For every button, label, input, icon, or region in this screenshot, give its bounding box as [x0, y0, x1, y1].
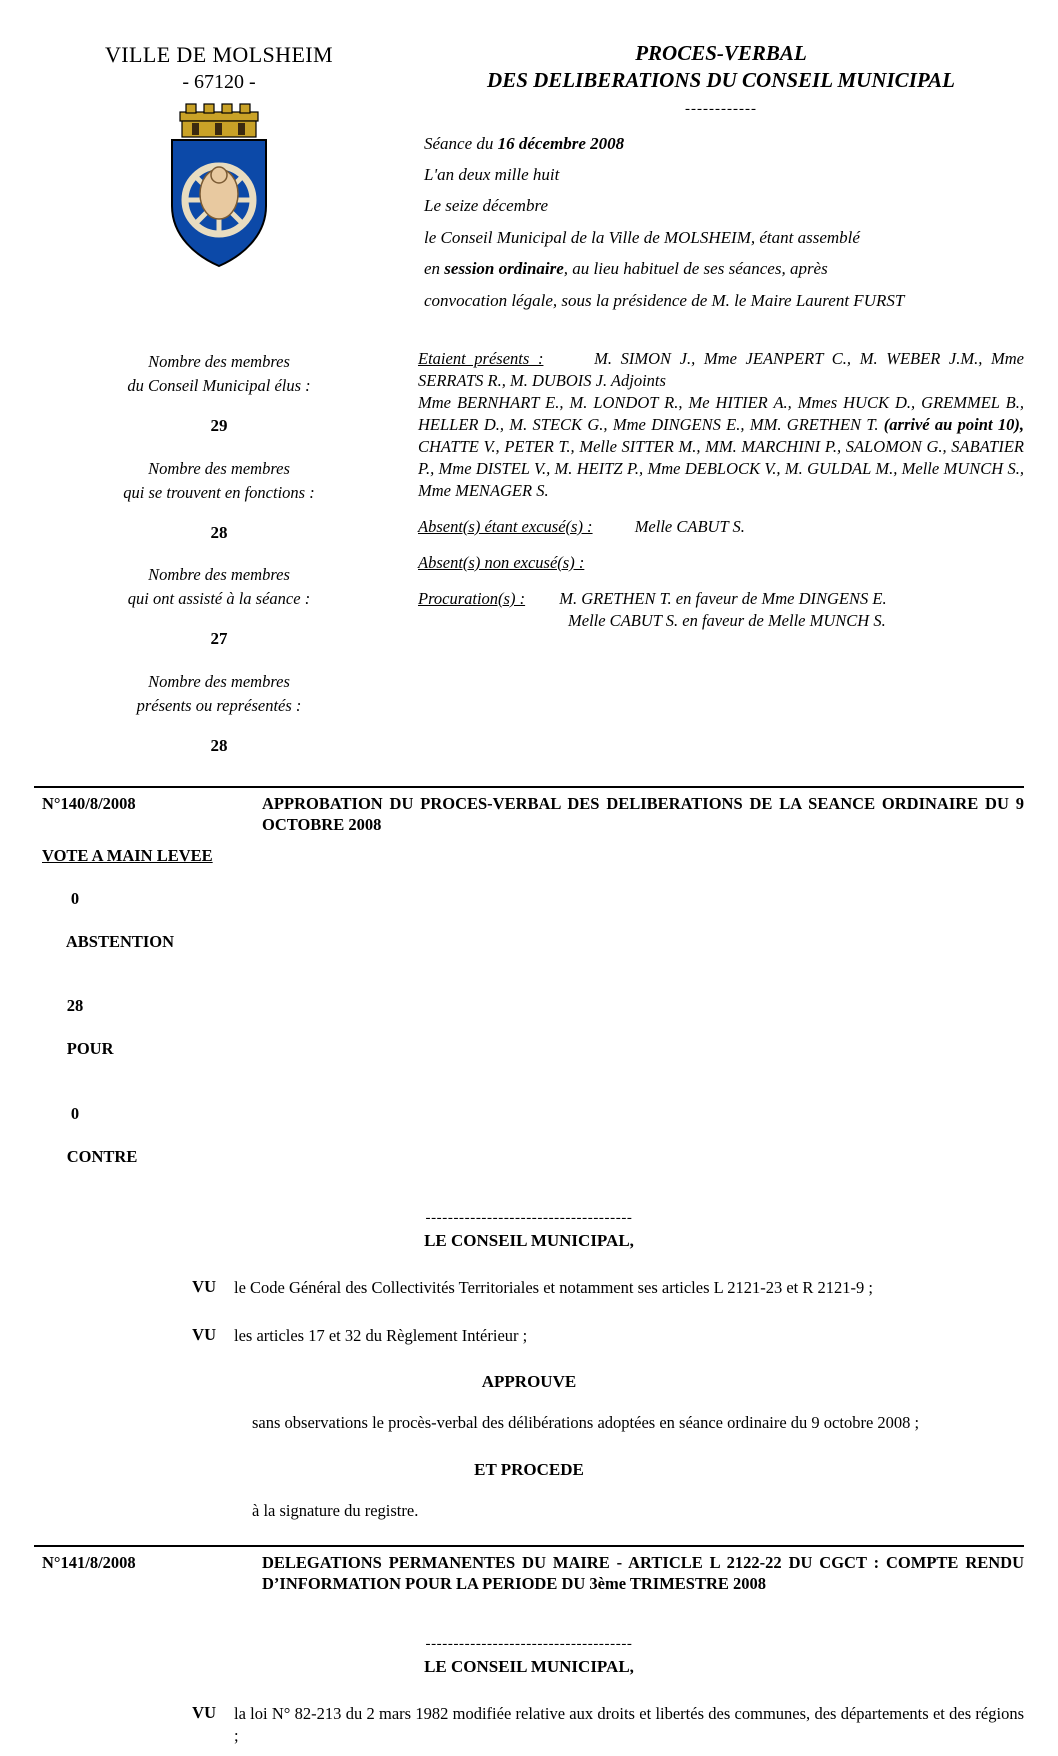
- deliberation-140-header: [34, 788, 1024, 835]
- count-value-1: 28: [210, 522, 228, 542]
- count-label-3-line2: présents ou représentés :: [136, 695, 302, 715]
- count-label-2: [34, 563, 404, 611]
- vu-label-141-1: VU: [192, 1703, 216, 1723]
- present-conseillers-c: CHATTE V., PETER T., Melle SITTER M., MM. MARCHINI P., SALOMON G., SABATIER P., Mme DISTEL V., M. HEITZ P., Mme DEBLOCK V., M. GULDAL M., Melle MUNCH S., Mme MENAGER S.: [418, 436, 1024, 500]
- seance-prefix: Séance du: [424, 133, 498, 153]
- postal-code: - 67120 -: [182, 71, 256, 93]
- seance-block: [418, 128, 1024, 317]
- pv-title-line1: PROCES-VERBAL: [635, 41, 807, 65]
- header-right-column: [404, 30, 1024, 316]
- vote-label-abstention: ABSTENTION: [65, 932, 175, 952]
- count-label-2-line2: qui ont assisté à la séance :: [127, 589, 311, 609]
- count-label-1-line2: qui se trouvent en fonctions :: [123, 482, 315, 502]
- act-body-approuve: sans observations le procès-verbal des délibérations adoptées en séance ordinaire du 9 octobre 2008 ;: [252, 1413, 920, 1433]
- session-type: session ordinaire: [444, 259, 564, 279]
- vote-block-140: [34, 845, 1024, 1188]
- count-label-0-line2: du Conseil Municipal élus :: [127, 376, 311, 396]
- deliberation-141-header: [34, 1547, 1024, 1594]
- count-label-1-line1: Nombre des membres: [148, 458, 290, 478]
- count-label-3: [34, 670, 404, 718]
- excused-paragraph: [418, 516, 1024, 538]
- seance-date-line: [424, 128, 1024, 159]
- vote-row-abstention: [42, 867, 1024, 974]
- procuration-label: Procuration(s) :: [418, 588, 526, 608]
- pv-title-line2: DES DELIBERATIONS DU CONSEIL MUNICIPAL: [487, 68, 955, 93]
- excused-label: Absent(s) étant excusé(s) :: [418, 516, 593, 536]
- count-label-3-line1: Nombre des membres: [148, 671, 290, 691]
- crest-wrap: [34, 102, 404, 270]
- act-title-et-procede: ET PROCEDE: [474, 1459, 584, 1479]
- council-dashes-140: -------------------------------------: [425, 1210, 633, 1227]
- count-value-3: 28: [210, 735, 228, 755]
- vote-count-abstention: 0: [66, 889, 80, 909]
- coat-of-arms-icon: [160, 102, 278, 270]
- vote-count-contre: 0: [66, 1103, 80, 1123]
- count-label-1: [34, 457, 404, 505]
- count-label-0: [34, 350, 404, 398]
- vu-text-140-1: le Code Général des Collectivités Territoriales et notamment ses articles L 2121-23 et R 2121-9 ;: [234, 1278, 873, 1298]
- deliberation-141-title: DELEGATIONS PERMANENTES DU MAIRE - ARTICLE L 2122-22 DU CGCT : COMPTE RENDU D’INFORMATION POUR LA PERIODE DU 3ème TRIMESTRE 2008: [262, 1553, 1024, 1593]
- vote-label-contre: CONTRE: [66, 1146, 138, 1166]
- vote-title-140: VOTE A MAIN LEVEE: [42, 846, 213, 866]
- vote-label-pour: POUR: [66, 1039, 114, 1059]
- session-suffix: , au lieu habituel de ses séances, après: [563, 259, 828, 279]
- council-heading-140: LE CONSEIL MUNICIPAL,: [424, 1231, 634, 1251]
- vote-count-pour: 28: [66, 996, 84, 1016]
- deliberation-141-number: N°141/8/2008: [42, 1553, 136, 1573]
- vu-row-140-2: [34, 1325, 1024, 1346]
- counts-and-attendance: [34, 332, 1024, 758]
- pv-title-dashes: ------------: [685, 100, 757, 117]
- session-prefix: en: [424, 259, 445, 279]
- count-label-2-line1: Nombre des membres: [148, 565, 290, 585]
- seance-date: 16 décembre 2008: [497, 133, 625, 153]
- vote-row-contre: [42, 1081, 1024, 1188]
- council-heading-141: LE CONSEIL MUNICIPAL,: [424, 1657, 634, 1677]
- vu-label-140-1: VU: [192, 1277, 216, 1297]
- procuration-line-2: Melle CABUT S. en faveur de Melle MUNCH S.: [568, 610, 886, 630]
- seance-day-line: Le seize décembre: [424, 196, 548, 216]
- procuration-line-1: M. GRETHEN T. en faveur de Mme DINGENS E.: [559, 588, 887, 608]
- present-conseillers-a: Mme BERNHART E., M. LONDOT R., Me HITIER A., Mmes HUCK D., GREMMEL B., HELLER D., M. STECK G., Mme DINGENS E., MM. GRETHEN T.: [418, 393, 1024, 435]
- present-adjoints: M. SIMON J., Mme JEANPERT C., M. WEBER J.M., Mme SERRATS R., M. DUBOIS J. Adjoints: [418, 349, 1024, 391]
- seance-convocation-line: convocation légale, sous la présidence de M. le Maire Laurent FURST: [424, 290, 905, 310]
- vu-text-140-2: les articles 17 et 32 du Règlement Intérieur ;: [234, 1325, 528, 1345]
- council-dashes-141: -------------------------------------: [425, 1636, 633, 1653]
- count-value-2: 27: [210, 629, 228, 649]
- document-header: [34, 30, 1024, 316]
- city-name: VILLE DE MOLSHEIM: [105, 42, 333, 67]
- non-excused-paragraph: [418, 552, 1024, 574]
- attendance-column: [404, 332, 1024, 758]
- deliberation-140-number: N°140/8/2008: [42, 794, 136, 814]
- header-left-column: [34, 30, 404, 270]
- act-title-approuve: APPROUVE: [481, 1372, 577, 1392]
- non-excused-label: Absent(s) non excusé(s) :: [418, 552, 585, 572]
- pv-title: [418, 40, 1024, 95]
- excused-names: Melle CABUT S.: [634, 516, 745, 536]
- present-paragraph: [418, 348, 1024, 502]
- vu-text-141-1: la loi N° 82-213 du 2 mars 1982 modifiée relative aux droits et libertés des communes, des départements et des régions ;: [234, 1704, 1024, 1745]
- seance-year-line: L'an deux mille huit: [424, 165, 560, 185]
- seance-assembly-line: le Conseil Municipal de la Ville de MOLSHEIM, étant assemblé: [424, 227, 860, 247]
- present-note-arrival: (arrivé au point 10),: [883, 415, 1024, 435]
- vu-row-141-1: [34, 1703, 1024, 1746]
- present-label: Etaient présents :: [418, 349, 544, 369]
- vu-row-140-1: [34, 1277, 1024, 1298]
- procuration-paragraph: [418, 588, 1024, 632]
- seance-session-line: [424, 253, 1024, 284]
- vote-row-pour: [42, 974, 1024, 1081]
- count-value-0: 29: [210, 416, 228, 436]
- count-label-0-line1: Nombre des membres: [148, 352, 290, 372]
- deliberation-140-title: APPROBATION DU PROCES-VERBAL DES DELIBERATIONS DE LA SEANCE ORDINAIRE DU 9 OCTOBRE 2008: [262, 794, 1024, 834]
- act-body-et-procede: à la signature du registre.: [252, 1500, 419, 1520]
- member-counts-column: [34, 332, 404, 758]
- vu-label-140-2: VU: [192, 1324, 216, 1344]
